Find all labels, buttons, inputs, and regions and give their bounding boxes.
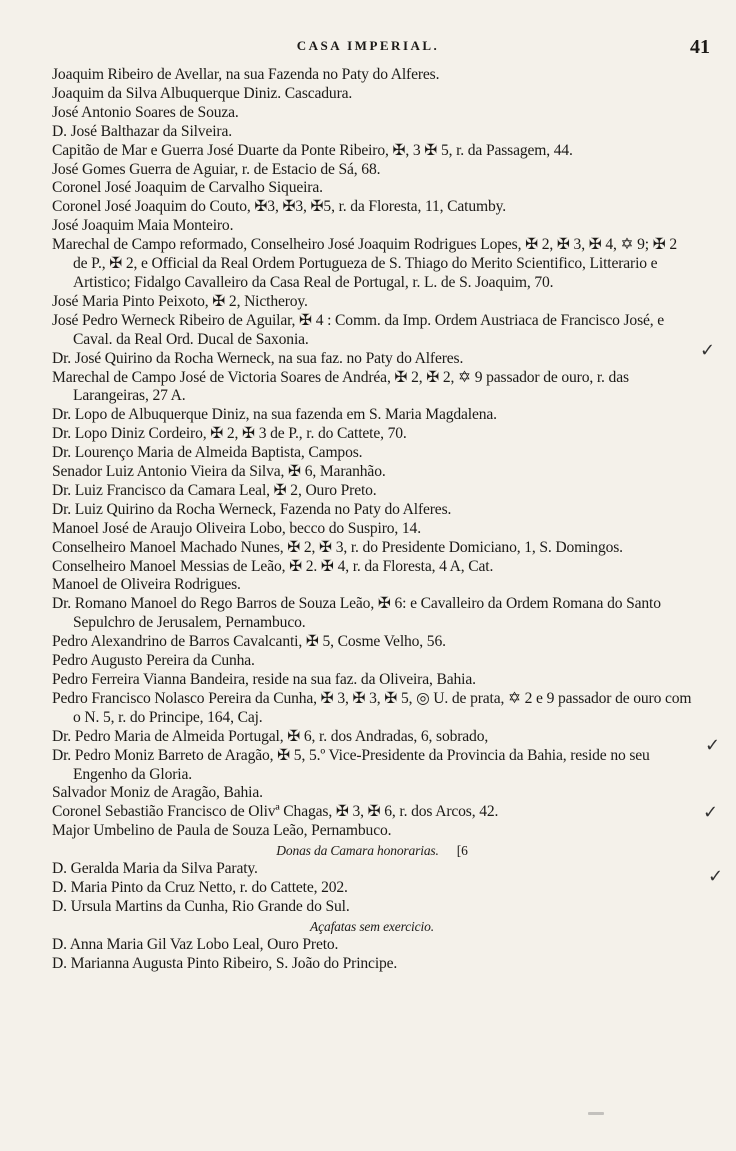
- ink-smudge: [588, 1112, 604, 1115]
- list-entry: D. Anna Maria Gil Vaz Lobo Leal, Ouro Preto.: [52, 935, 339, 953]
- list-entry: D. Ursula Martins da Cunha, Rio Grande do Sul.: [52, 897, 350, 915]
- list-entry: Conselheiro Manoel Messias de Leão, ✠ 2. ✠ 4, r. da Floresta, 4 A, Cat.: [52, 557, 494, 575]
- list-entry: Manoel de Oliveira Rodrigues.: [52, 576, 241, 594]
- list-entry: D. Marianna Augusta Pinto Ribeiro, S. João do Principe.: [52, 954, 398, 972]
- margin-tick-mark: ✓: [708, 866, 724, 887]
- section-heading-text: Donas da Camara honorarias.: [276, 843, 439, 859]
- list-entry: Dr. Lopo Diniz Cordeiro, ✠ 2, ✠ 3 de P., r. do Cattete, 70.: [52, 425, 407, 443]
- list-entry: Dr. Lopo de Albuquerque Diniz, na sua fazenda em S. Maria Magdalena.: [52, 406, 497, 424]
- list-entry: Dr. José Quirino da Rocha Werneck, na sua faz. no Paty do Alferes.: [52, 349, 464, 367]
- list-entry: Dr. Pedro Maria de Almeida Portugal, ✠ 6, r. dos Andradas, 6, sobrado,: [52, 727, 489, 745]
- list-entry: Coronel José Joaquim de Carvalho Siqueira.: [52, 179, 323, 197]
- list-entry: José Gomes Guerra de Aguiar, r. de Estacio de Sá, 68.: [52, 160, 381, 178]
- list-entry: Marechal de Campo José de Victoria Soares de Andréa, ✠ 2, ✠ 2, ✡ 9 passador de ouro, r. das Larangeiras, 27 A.: [52, 368, 629, 405]
- margin-tick-mark: ✓: [705, 735, 721, 756]
- list-entry: Manoel José de Araujo Oliveira Lobo, becco do Suspiro, 14.: [52, 519, 421, 537]
- list-entry: Dr. Romano Manoel do Rego Barros de Souza Leão, ✠ 6: e Cavalleiro da Ordem Romana do Santo Sepulchro de Jerusalem, Pernambuco.: [52, 595, 661, 632]
- list-entry: Dr. Luiz Francisco da Camara Leal, ✠ 2, Ouro Preto.: [52, 481, 377, 499]
- list-entry: Coronel Sebastião Francisco de Olivª Chagas, ✠ 3, ✠ 6, r. dos Arcos, 42.: [52, 803, 499, 821]
- list-entry: Pedro Francisco Nolasco Pereira da Cunha, ✠ 3, ✠ 3, ✠ 5, ◎ U. de prata, ✡ 2 e 9 passador de ouro com o N. 5, r. do Principe, 164, Caj.: [52, 689, 692, 726]
- list-entry: José Joaquim Maia Monteiro.: [52, 217, 234, 235]
- section-heading-mark: [6: [456, 843, 468, 859]
- list-entry: Dr. Lourenço Maria de Almeida Baptista, Campos.: [52, 444, 363, 462]
- list-entry: Pedro Augusto Pereira da Cunha.: [52, 652, 255, 670]
- list-entry: Joaquim Ribeiro de Avellar, na sua Fazenda no Paty do Alferes.: [52, 66, 440, 83]
- list-entry: D. José Balthazar da Silveira.: [52, 122, 232, 140]
- list-entry: Major Umbelino de Paula de Souza Leão, Pernambuco.: [52, 822, 392, 840]
- list-entry: D. Maria Pinto da Cruz Netto, r. do Cattete, 202.: [52, 879, 348, 897]
- section-heading-donas: [52, 841, 692, 860]
- list-entry: Marechal de Campo reformado, Conselheiro José Joaquim Rodrigues Lopes, ✠ 2, ✠ 3, ✠ 4, ✡ 9; ✠ 2 de P., ✠ 2, e Official da Real Ordem Portugueza de S. Thiago do Merito Scientifico, Litterario e Artistico; Fidalgo Cavalleiro da Casa Real de Portugal, r. L. de S. Joaquim, 70.: [52, 236, 678, 291]
- page-number: 41: [690, 36, 710, 58]
- list-entry: Capitão de Mar e Guerra José Duarte da Ponte Ribeiro, ✠, 3 ✠ 5, r. da Passagem, 44.: [52, 141, 573, 159]
- list-entry: Salvador Moniz de Aragão, Bahia.: [52, 784, 263, 802]
- list-entry: José Pedro Werneck Ribeiro de Aguilar, ✠ 4 : Comm. da Imp. Ordem Austriaca de Francisco José, e Caval. da Real Ord. Ducal de Saxonia.: [52, 311, 665, 348]
- list-entry: Senador Luiz Antonio Vieira da Silva, ✠ 6, Maranhão.: [52, 463, 386, 481]
- list-entry: Pedro Ferreira Vianna Bandeira, reside na sua faz. da Oliveira, Bahia.: [52, 671, 476, 688]
- margin-tick-mark: ✓: [700, 340, 716, 361]
- list-entry: José Maria Pinto Peixoto, ✠ 2, Nictheroy.: [52, 292, 308, 310]
- list-entry: Dr. Luiz Quirino da Rocha Werneck, Fazenda no Paty do Alferes.: [52, 500, 452, 518]
- list-entry: José Antonio Soares de Souza.: [52, 103, 239, 121]
- entry-list: [52, 66, 692, 974]
- page-header-title: CASA IMPERIAL.: [296, 38, 440, 53]
- list-entry: Pedro Alexandrino de Barros Cavalcanti, ✠ 5, Cosme Velho, 56.: [52, 633, 446, 651]
- list-entry: Conselheiro Manoel Machado Nunes, ✠ 2, ✠ 3, r. do Presidente Domiciano, 1, S. Domingos.: [52, 538, 623, 556]
- margin-tick-mark: ✓: [703, 802, 719, 823]
- list-entry: Coronel José Joaquim do Couto, ✠3, ✠3, ✠5, r. da Floresta, 11, Catumby.: [52, 198, 507, 216]
- list-entry: Dr. Pedro Moniz Barreto de Aragão, ✠ 5, 5.º Vice-Presidente da Provincia da Bahia, reside no seu Engenho da Gloria.: [52, 746, 650, 783]
- list-entry: D. Geralda Maria da Silva Paraty.: [52, 860, 258, 878]
- list-entry: Joaquim da Silva Albuquerque Diniz. Cascadura.: [52, 84, 353, 102]
- section-heading-acafatas: Açafatas sem exercicio.: [310, 918, 434, 934]
